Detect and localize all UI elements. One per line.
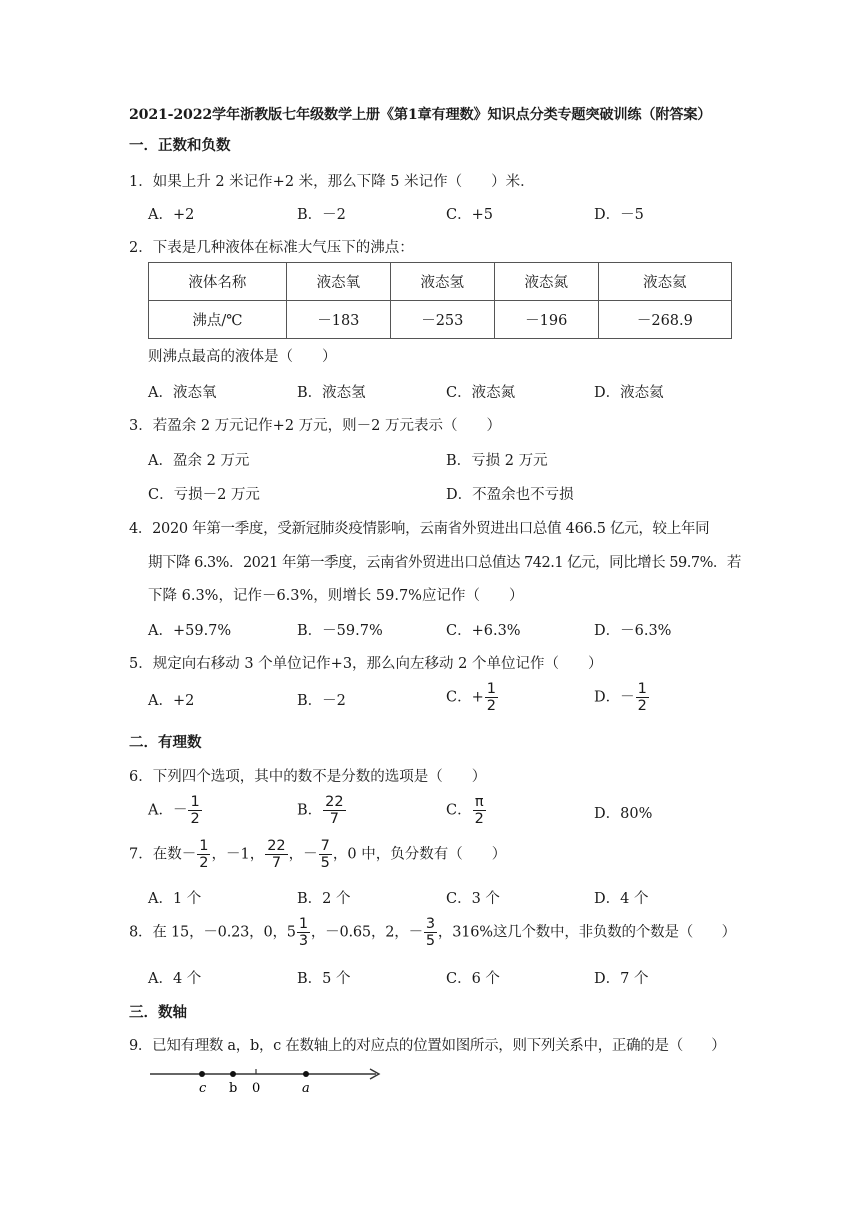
table-row bbox=[149, 301, 732, 339]
fraction bbox=[473, 794, 486, 827]
point-a bbox=[303, 1071, 309, 1077]
boiling-point-table bbox=[148, 262, 732, 339]
question-1-stem: 1．如果上升 2 米记作+2 米，那么下降 5 米记作（ ）米． bbox=[129, 174, 535, 190]
option-label: B． bbox=[297, 802, 323, 819]
fraction bbox=[265, 838, 287, 871]
question-4-line-3: 下降 6.3%，记作－6.3%，则增长 59.7%应记作（ ） bbox=[148, 588, 524, 604]
question-4-option-a: A．+59.7% bbox=[148, 623, 232, 639]
table-cell: 液态氧 bbox=[286, 263, 390, 301]
question-5-option-c bbox=[446, 681, 499, 714]
fraction-numerator: 22 bbox=[325, 794, 344, 810]
question-8-option-c: C．6 个 bbox=[446, 971, 500, 987]
fraction-numerator: 7 bbox=[320, 838, 330, 854]
table-cell: －196 bbox=[494, 301, 598, 339]
fraction-numerator: 1 bbox=[637, 681, 647, 697]
question-3-stem: 3．若盈余 2 万元记作+2 万元，则－2 万元表示（ ） bbox=[129, 418, 501, 434]
fraction-denominator: 2 bbox=[474, 811, 484, 827]
fraction bbox=[197, 838, 210, 871]
fraction-denominator: 3 bbox=[298, 933, 308, 949]
question-2-option-b: B．液态氢 bbox=[297, 385, 366, 401]
fraction-denominator: 5 bbox=[320, 855, 330, 871]
table-cell: －183 bbox=[286, 301, 390, 339]
question-5-stem: 5．规定向右移动 3 个单位记作+3，那么向左移动 2 个单位记作（ ） bbox=[129, 656, 603, 672]
fraction bbox=[485, 681, 498, 714]
fraction-denominator: 2 bbox=[199, 855, 209, 871]
question-3-option-b: B．亏损 2 万元 bbox=[446, 453, 548, 469]
question-3-option-c: C．亏损－2 万元 bbox=[148, 487, 260, 503]
fraction-denominator: 7 bbox=[271, 855, 282, 871]
fraction bbox=[636, 681, 649, 714]
question-7-option-c: C．3 个 bbox=[446, 891, 500, 907]
stem-text: ，316%这几个数中，非负数的个数是（ ） bbox=[437, 924, 736, 941]
number-line-figure bbox=[148, 1062, 388, 1098]
question-4-option-b: B．－59.7% bbox=[297, 623, 383, 639]
question-6-option-a bbox=[148, 794, 203, 827]
question-7-stem bbox=[129, 838, 506, 871]
fraction bbox=[188, 794, 201, 827]
fraction bbox=[319, 838, 332, 871]
question-5-option-b: B．－2 bbox=[297, 693, 346, 709]
question-8-option-b: B．5 个 bbox=[297, 971, 351, 987]
question-4-line-1: 4．2020 年第一季度，受新冠肺炎疫情影响，云南省外贸进出口总值 466.5 亿元，较上年同 bbox=[129, 521, 710, 537]
question-6-option-b bbox=[297, 794, 347, 827]
question-7-option-a: A．1 个 bbox=[148, 891, 202, 907]
question-9-stem: 9．已知有理数 a，b，c 在数轴上的对应点的位置如图所示，则下列关系中，正确的是（ ） bbox=[129, 1038, 726, 1054]
question-4-option-c: C．+6.3% bbox=[446, 623, 521, 639]
stem-text: ，－ bbox=[288, 846, 318, 863]
section-heading-number-line: 三．数轴 bbox=[129, 1004, 187, 1021]
question-4-line-2: 期下降 6.3%．2021 年第一季度，云南省外贸进出口总值达 742.1 亿元，同比增长 59.7%．若 bbox=[148, 555, 741, 571]
fraction-numerator: π bbox=[473, 794, 486, 811]
stem-text: 7．在数－ bbox=[129, 846, 197, 863]
table-cell: －268.9 bbox=[598, 301, 731, 339]
fraction-numerator: 1 bbox=[190, 794, 200, 810]
question-3-option-a: A．盈余 2 万元 bbox=[148, 453, 250, 469]
label-b: b bbox=[229, 1081, 238, 1096]
label-c: c bbox=[199, 1081, 207, 1096]
stem-text: ，－1， bbox=[211, 846, 265, 863]
fraction-denominator: 7 bbox=[329, 811, 339, 827]
question-8-option-a: A．4 个 bbox=[148, 971, 202, 987]
point-b bbox=[230, 1071, 236, 1077]
table-row bbox=[149, 263, 732, 301]
question-3-option-d: D．不盈余也不亏损 bbox=[446, 487, 574, 503]
question-1-option-b: B．－2 bbox=[297, 207, 346, 223]
question-1-option-a: A．+2 bbox=[148, 207, 195, 223]
fraction-numerator: 1 bbox=[486, 681, 496, 697]
question-5-option-d bbox=[594, 681, 650, 714]
fraction-denominator: 2 bbox=[486, 698, 496, 714]
fraction-denominator: 5 bbox=[425, 933, 435, 949]
table-cell: 沸点/℃ bbox=[149, 301, 287, 339]
question-2-option-a: A．液态氧 bbox=[148, 385, 217, 401]
fraction-numerator: 1 bbox=[199, 838, 209, 854]
fraction-denominator: 2 bbox=[637, 698, 647, 714]
question-8-stem bbox=[129, 916, 736, 949]
fraction-numerator: 22 bbox=[267, 838, 286, 854]
question-7-option-d: D．4 个 bbox=[594, 891, 649, 907]
question-7-option-b: B．2 个 bbox=[297, 891, 351, 907]
question-1-option-c: C．+5 bbox=[446, 207, 493, 223]
question-2-option-c: C．液态氮 bbox=[446, 385, 516, 401]
section-heading-rational-numbers: 二．有理数 bbox=[129, 734, 202, 751]
question-6-option-c bbox=[446, 794, 487, 827]
table-cell: 液态氮 bbox=[494, 263, 598, 301]
question-5-option-a: A．+2 bbox=[148, 693, 195, 709]
fraction bbox=[297, 916, 310, 949]
document-title: 2021-2022学年浙教版七年级数学上册《第1章有理数》知识点分类专题突破训练（附答案） bbox=[129, 107, 712, 123]
question-8-option-d: D．7 个 bbox=[594, 971, 649, 987]
question-1-option-d: D．－5 bbox=[594, 207, 644, 223]
label-a: a bbox=[302, 1081, 310, 1096]
question-2-option-d: D．液态氦 bbox=[594, 385, 664, 401]
stem-text: ，0 中，负分数有（ ） bbox=[332, 846, 507, 863]
table-cell: 液体名称 bbox=[149, 263, 287, 301]
question-2-followup: 则沸点最高的液体是（ ） bbox=[148, 349, 337, 365]
question-2-stem: 2．下表是几种液体在标准大气压下的沸点： bbox=[129, 240, 414, 256]
section-heading-positive-negative: 一．正数和负数 bbox=[129, 137, 231, 154]
option-label: C． bbox=[446, 802, 472, 819]
table-cell: 液态氢 bbox=[390, 263, 494, 301]
option-label: C．+ bbox=[446, 689, 484, 706]
stem-text: 8．在 15，－0.23，0，5 bbox=[129, 924, 296, 941]
stem-text: ，－0.65，2，－ bbox=[310, 924, 423, 941]
fraction-numerator: 3 bbox=[425, 916, 435, 932]
point-c bbox=[199, 1071, 205, 1077]
option-label: A．－ bbox=[148, 802, 188, 819]
question-6-stem: 6．下列四个选项，其中的数不是分数的选项是（ ） bbox=[129, 769, 487, 785]
option-label: D．－ bbox=[594, 689, 635, 706]
fraction-numerator: 1 bbox=[298, 916, 308, 932]
question-4-option-d: D．－6.3% bbox=[594, 623, 672, 639]
fraction bbox=[424, 916, 437, 949]
table-cell: 液态氦 bbox=[598, 263, 731, 301]
fraction-denominator: 2 bbox=[190, 811, 200, 827]
table-cell: －253 bbox=[390, 301, 494, 339]
question-6-option-d: D．80% bbox=[594, 806, 653, 822]
label-zero: 0 bbox=[252, 1081, 261, 1096]
fraction bbox=[323, 794, 345, 827]
